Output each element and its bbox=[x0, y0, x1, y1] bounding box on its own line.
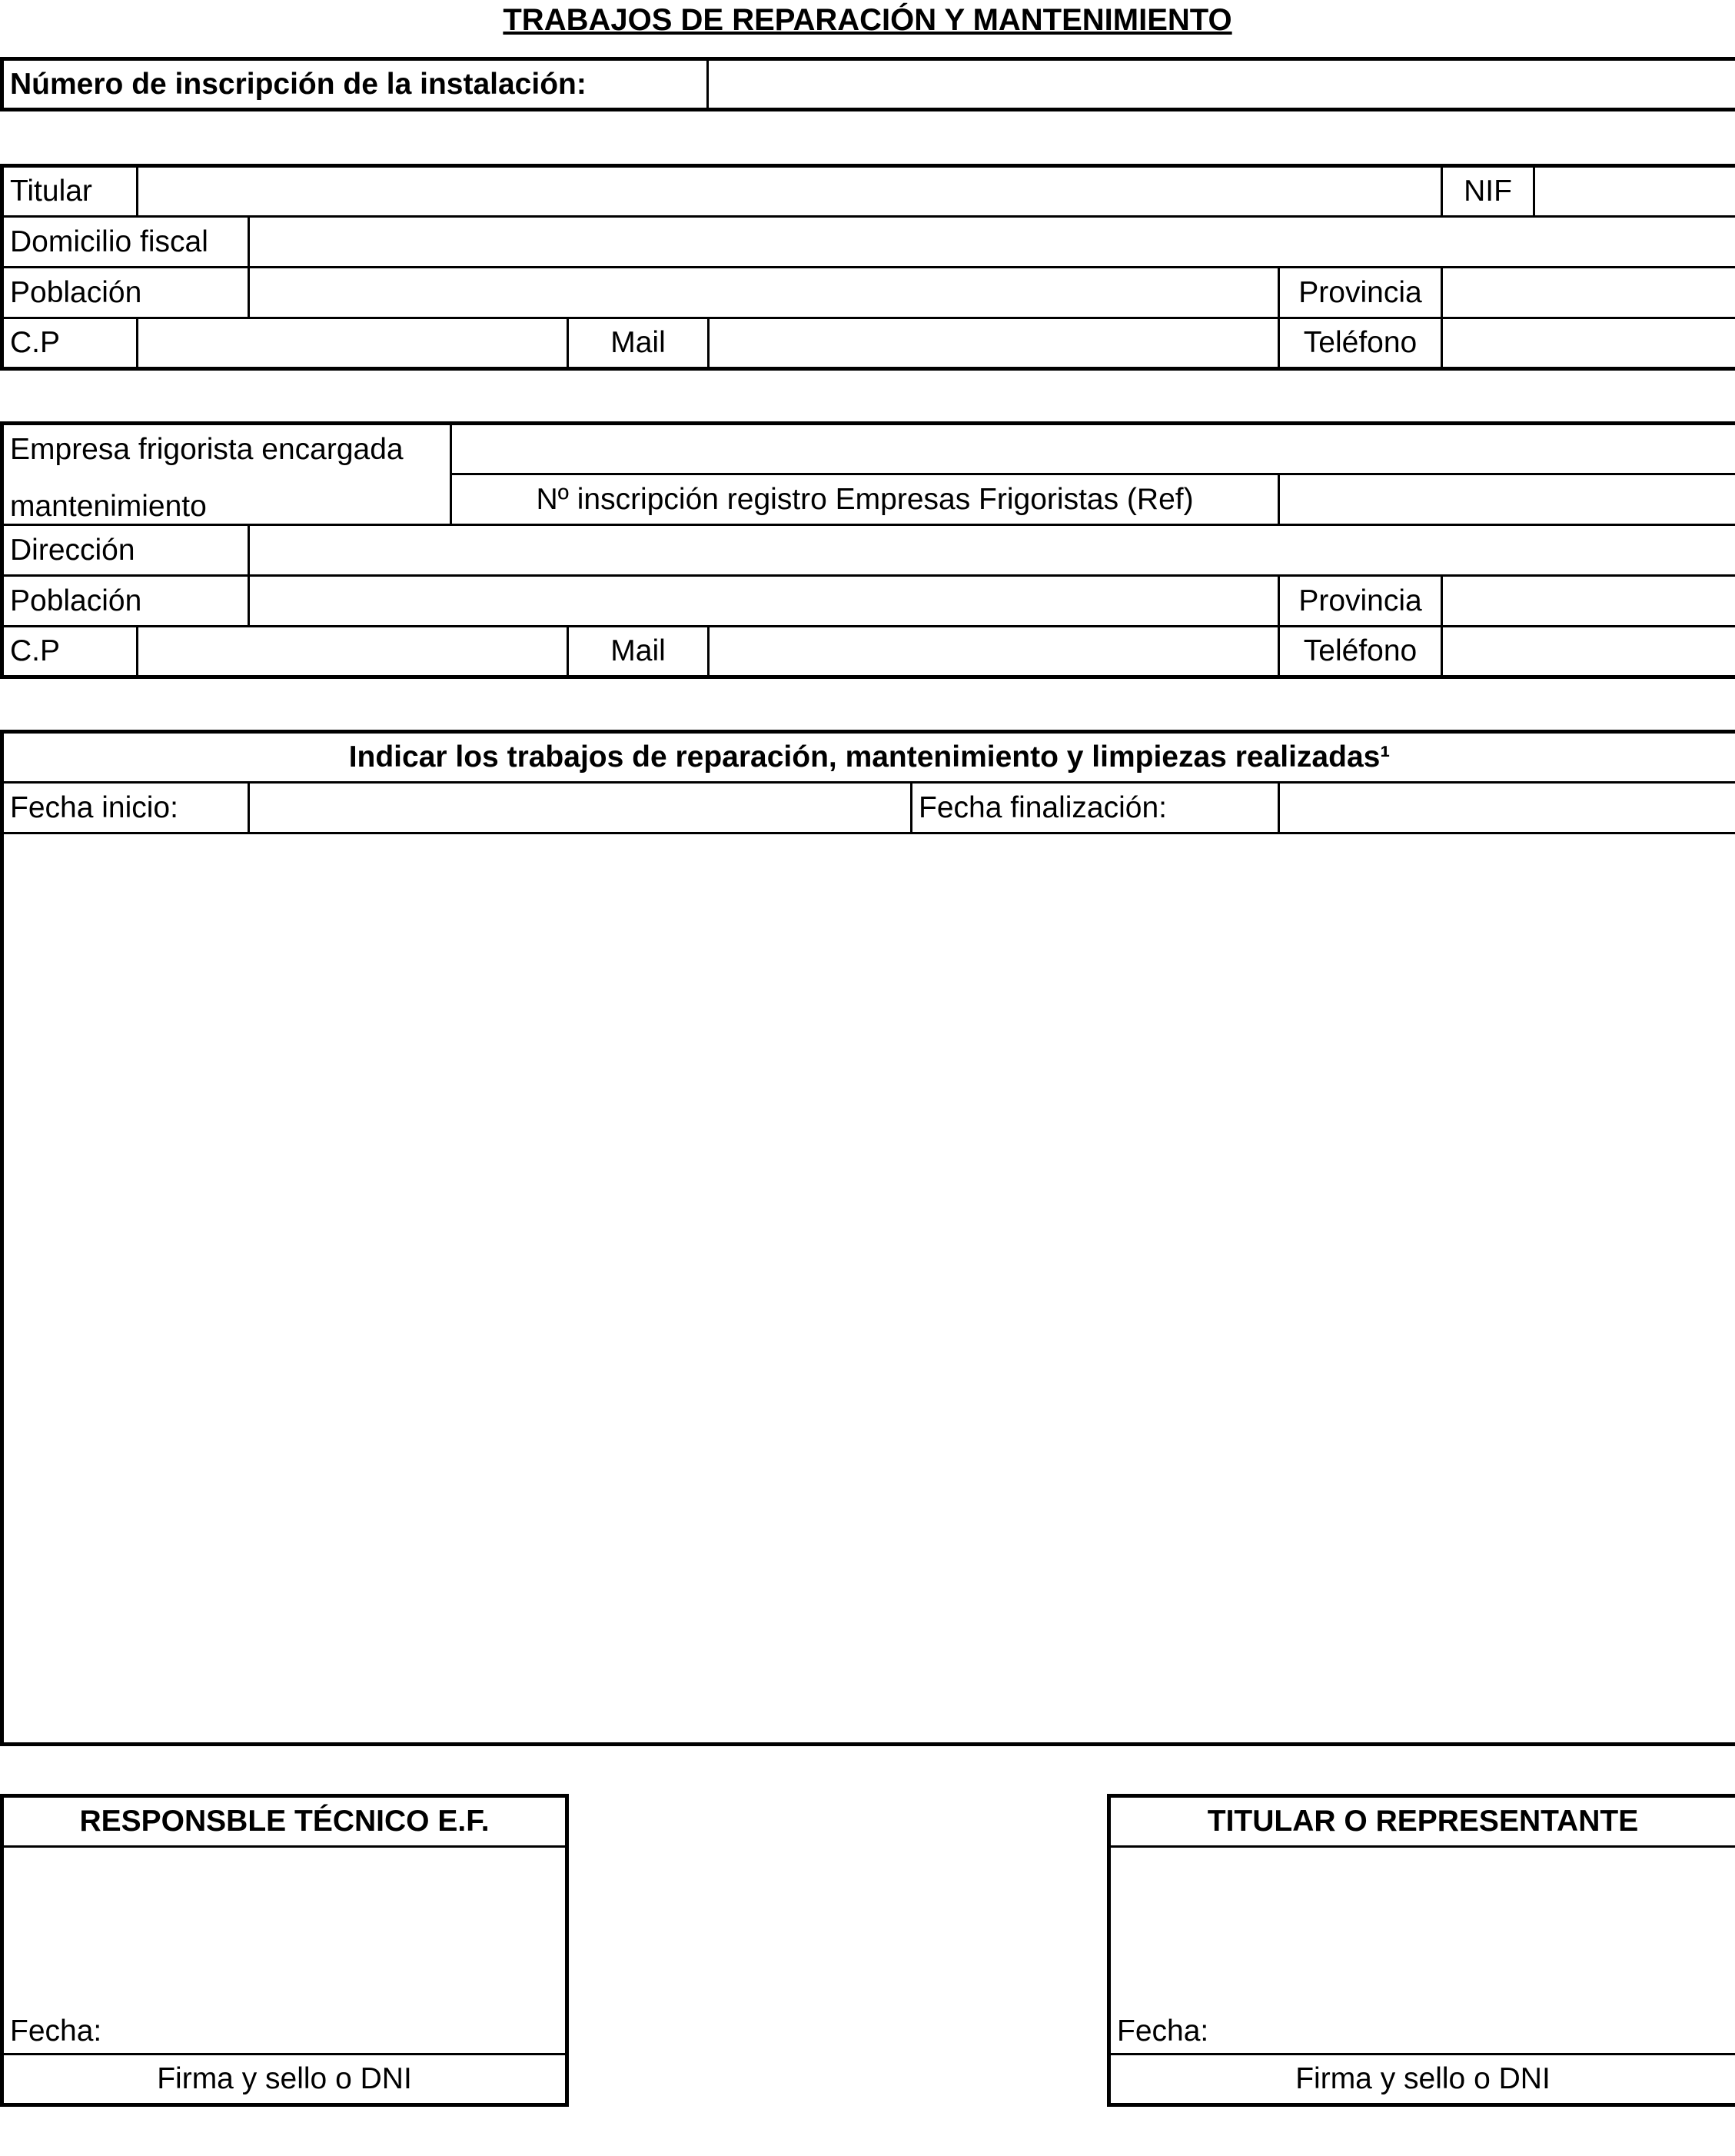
domicilio-label: Domicilio fiscal bbox=[2, 217, 249, 268]
company-cp-label: C.P bbox=[2, 627, 138, 677]
works-header: Indicar los trabajos de reparación, mantenimiento y limpiezas realizadas¹ bbox=[2, 732, 1735, 783]
provincia-label: Provincia bbox=[1279, 268, 1442, 318]
domicilio-field[interactable] bbox=[249, 217, 1735, 268]
company-cp-field[interactable] bbox=[138, 627, 568, 677]
empresa-label-line1: Empresa frigorista encargada bbox=[2, 424, 451, 474]
signature-tecnico-area[interactable] bbox=[2, 1847, 567, 2055]
company-provincia-field[interactable] bbox=[1442, 576, 1735, 627]
company-mail-label: Mail bbox=[568, 627, 709, 677]
page-title: TRABAJOS DE REPARACIÓN Y MANTENIMIENTO bbox=[503, 3, 1232, 37]
fecha-fin-field[interactable] bbox=[1279, 783, 1735, 833]
signature-titular-area[interactable] bbox=[1109, 1847, 1735, 2055]
signature-tecnico-footer: Firma y sello o DNI bbox=[2, 2055, 567, 2105]
empresa-field[interactable] bbox=[451, 424, 1735, 474]
signature-titular-footer: Firma y sello o DNI bbox=[1109, 2055, 1735, 2105]
direccion-label: Dirección bbox=[2, 525, 249, 576]
owner-table bbox=[0, 164, 1735, 371]
titular-label: Titular bbox=[2, 166, 138, 217]
titular-field[interactable] bbox=[138, 166, 1442, 217]
cp-field[interactable] bbox=[138, 318, 568, 369]
works-description-area[interactable] bbox=[2, 833, 1735, 1745]
signature-tecnico-fecha-label: Fecha: bbox=[10, 2015, 102, 2048]
company-telefono-field[interactable] bbox=[1442, 627, 1735, 677]
registro-label: Nº inscripción registro Empresas Frigoristas (Ref) bbox=[451, 474, 1279, 525]
works-table bbox=[0, 730, 1735, 1746]
registration-table bbox=[0, 57, 1735, 111]
fecha-inicio-field[interactable] bbox=[249, 783, 912, 833]
company-poblacion-field[interactable] bbox=[249, 576, 1279, 627]
empresa-label-line2: mantenimiento bbox=[2, 474, 451, 525]
signature-titular-header: TITULAR O REPRESENTANTE bbox=[1109, 1796, 1735, 1847]
signature-tecnico-header: RESPONSBLE TÉCNICO E.F. bbox=[2, 1796, 567, 1847]
telefono-field[interactable] bbox=[1442, 318, 1735, 369]
company-poblacion-label: Población bbox=[2, 576, 249, 627]
company-mail-field[interactable] bbox=[709, 627, 1279, 677]
signature-titular-fecha-label: Fecha: bbox=[1117, 2015, 1209, 2048]
poblacion-field[interactable] bbox=[249, 268, 1279, 318]
poblacion-label: Población bbox=[2, 268, 249, 318]
registration-field[interactable] bbox=[708, 59, 1735, 110]
company-provincia-label: Provincia bbox=[1279, 576, 1442, 627]
nif-field[interactable] bbox=[1534, 166, 1735, 217]
cp-label: C.P bbox=[2, 318, 138, 369]
signature-box-titular bbox=[1107, 1794, 1735, 2107]
company-table bbox=[0, 421, 1735, 679]
nif-label: NIF bbox=[1442, 166, 1534, 217]
fecha-inicio-label: Fecha inicio: bbox=[2, 783, 249, 833]
telefono-label: Teléfono bbox=[1279, 318, 1442, 369]
fecha-fin-label: Fecha finalización: bbox=[912, 783, 1279, 833]
direccion-field[interactable] bbox=[249, 525, 1735, 576]
registro-field[interactable] bbox=[1279, 474, 1735, 525]
mail-label: Mail bbox=[568, 318, 709, 369]
company-telefono-label: Teléfono bbox=[1279, 627, 1442, 677]
signature-box-tecnico bbox=[0, 1794, 569, 2107]
registration-label: Número de inscripción de la instalación: bbox=[2, 59, 708, 110]
mail-field[interactable] bbox=[709, 318, 1279, 369]
provincia-field[interactable] bbox=[1442, 268, 1735, 318]
